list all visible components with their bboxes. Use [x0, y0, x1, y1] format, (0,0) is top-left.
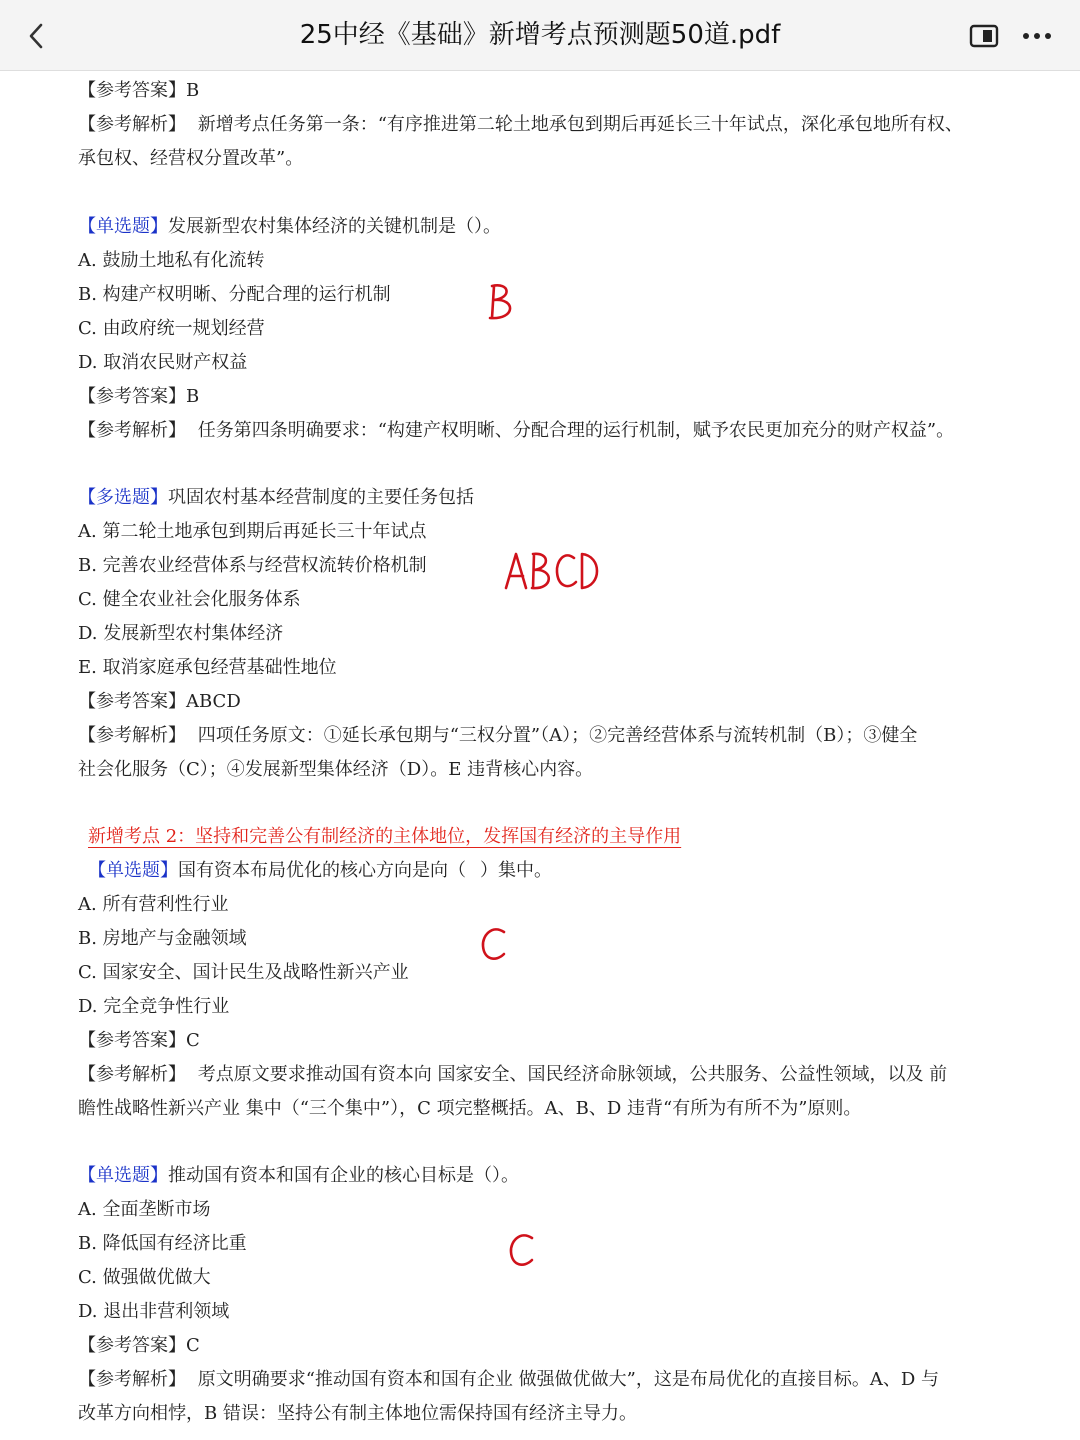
question-stem	[78, 481, 1008, 515]
option-c: C. 做强做优做大	[78, 1267, 211, 1288]
question-text: 巩固农村基本经营制度的主要任务包括	[168, 487, 474, 508]
option-d: D. 退出非营利领域	[78, 1301, 230, 1322]
analysis-text: 四项任务原文：①延长承包期与“三权分置”（A）；②完善经营体系与流转机制（B）；③健全	[197, 725, 918, 746]
answer-value: C	[186, 1030, 200, 1051]
answer-value: ABCD	[186, 691, 241, 712]
question-stem	[78, 1159, 1008, 1193]
question-text: 国有资本布局优化的核心方向是向（	[178, 860, 466, 881]
analysis-line	[78, 719, 1008, 753]
answer-value: B	[186, 80, 200, 101]
question-type-tag: 【单选题】	[78, 216, 168, 237]
analysis-line	[78, 108, 1008, 142]
answer-line	[78, 1024, 1008, 1058]
analysis-line-continued: 改革方向相悖，B 错误：坚持公有制主体地位需保持国有经济主导力。	[78, 1403, 637, 1424]
analysis-line	[78, 1058, 1008, 1092]
analysis-label: 【参考解析】	[78, 420, 186, 441]
question-stem	[78, 210, 1008, 244]
answer-label: 【参考答案】	[78, 386, 186, 407]
option-c: C. 国家安全、国计民生及战略性新兴产业	[78, 962, 409, 983]
question-text: 推动国有资本和国有企业的核心目标是（）。	[168, 1165, 519, 1186]
answer-label: 【参考答案】	[78, 1335, 186, 1356]
analysis-line-continued: 社会化服务（C）；④发展新型集体经济（D）。E 违背核心内容。	[78, 759, 594, 780]
answer-line	[78, 74, 1008, 108]
top-bar	[0, 0, 1080, 71]
more-button[interactable]	[1014, 18, 1060, 54]
chevron-left-icon	[26, 21, 46, 51]
answer-label: 【参考答案】	[78, 691, 186, 712]
analysis-line-continued: 承包权、经营权分置改革”。	[78, 148, 304, 169]
question-type-tag: 【单选题】	[88, 860, 178, 881]
analysis-text: 任务第四条明确要求：“构建产权明晰、分配合理的运行机制，赋予农民更加充分的财产权益”。	[197, 420, 955, 441]
option-e: E. 取消家庭承包经营基础性地位	[78, 657, 337, 678]
document-title: 25中经《基础》新增考点预测题50道.pdf	[299, 20, 781, 50]
answer-line	[78, 685, 1008, 719]
option-a: A. 所有营利性行业	[78, 894, 229, 915]
option-c: C. 健全农业社会化服务体系	[78, 589, 301, 610]
analysis-text: 原文明确要求“推动国有资本和国有企业 做强做优做大”，这是布局优化的直接目标。A、D 与	[197, 1369, 940, 1390]
analysis-label: 【参考解析】	[78, 114, 186, 135]
analysis-label: 【参考解析】	[78, 1369, 186, 1390]
pdf-page[interactable]	[0, 74, 1080, 1440]
option-d: D. 发展新型农村集体经济	[78, 623, 284, 644]
question-text: 发展新型农村集体经济的关键机制是（）。	[168, 216, 501, 237]
answer-value: C	[186, 1335, 200, 1356]
question-type-tag: 【单选题】	[78, 1165, 168, 1186]
analysis-label: 【参考解析】	[78, 725, 186, 746]
analysis-line	[78, 414, 1008, 448]
reader-mode-icon	[969, 24, 999, 48]
analysis-label: 【参考解析】	[78, 1064, 186, 1085]
answer-label: 【参考答案】	[78, 1030, 186, 1051]
reader-mode-button[interactable]	[962, 18, 1006, 54]
option-d: D. 完全竞争性行业	[78, 996, 230, 1017]
answer-line	[78, 380, 1008, 414]
option-b: B. 房地产与金融领域	[78, 928, 247, 949]
option-d: D. 取消农民财产权益	[78, 352, 248, 373]
analysis-text: 考点原文要求推动国有资本向 国家安全、国民经济命脉领域，公共服务、公益性领域，以及 前	[197, 1064, 948, 1085]
question-text-end: ）集中。	[480, 860, 552, 881]
option-a: A. 全面垄断市场	[78, 1199, 211, 1220]
option-b: B. 完善农业经营体系与经营权流转价格机制	[78, 555, 427, 576]
option-a: A. 第二轮土地承包到期后再延长三十年试点	[78, 521, 427, 542]
answer-label: 【参考答案】	[78, 80, 186, 101]
option-b: B. 降低国有经济比重	[78, 1233, 247, 1254]
more-dots-icon	[1022, 32, 1052, 40]
option-a: A. 鼓励土地私有化流转	[78, 250, 265, 271]
option-b: B. 构建产权明晰、分配合理的运行机制	[78, 284, 391, 305]
analysis-line	[78, 1363, 1008, 1397]
answer-value: B	[186, 386, 200, 407]
question-type-tag: 【多选题】	[78, 487, 168, 508]
question-stem	[88, 854, 1018, 888]
answer-line	[78, 1329, 1008, 1363]
analysis-text: 新增考点任务第一条：“有序推进第二轮土地承包到期后再延长三十年试点，深化承包地所有权、	[197, 114, 963, 135]
option-c: C. 由政府统一规划经营	[78, 318, 265, 339]
analysis-line-continued: 瞻性战略性新兴产业 集中（“三个集中”），C 项完整概括。A、B、D 违背“有所为有所不为”原则。	[78, 1098, 862, 1119]
back-button[interactable]	[14, 14, 58, 58]
section-heading: 新增考点 2：坚持和完善公有制经济的主体地位，发挥国有经济的主导作用	[88, 826, 682, 847]
